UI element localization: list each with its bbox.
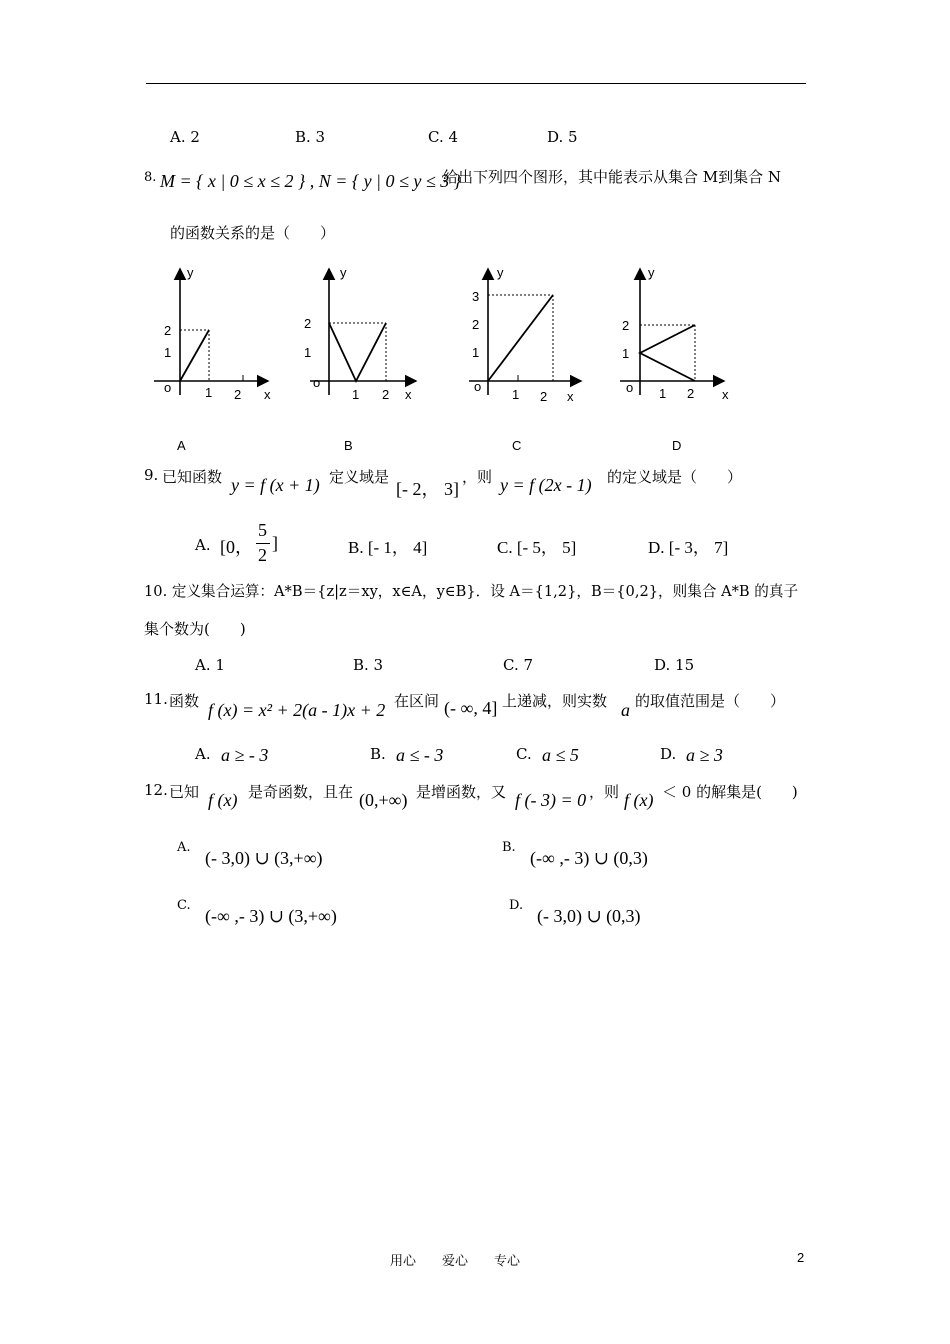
graph-b-caption: B <box>344 438 353 453</box>
q11-option-c-label: C. <box>516 745 532 763</box>
q12-option-c-label: C. <box>177 898 191 913</box>
q12-text-2: 是奇函数，且在 <box>248 783 354 801</box>
graph-b <box>304 265 416 453</box>
q9-option-b: B. [- 1， 4] <box>348 538 428 557</box>
q11-text-2: 在区间 <box>394 692 440 710</box>
graph-d <box>620 265 729 453</box>
q11-math-2: (- ∞, 4] <box>444 698 498 718</box>
q12-text-3: 是增函数，又 <box>416 783 507 801</box>
q10-line1: 10. 定义集合运算：A*B＝{z|z＝xy，x∈A，y∈B}．设 A＝{1,2}，B＝{0,2}，则集合 A*B 的真子 <box>144 583 799 600</box>
q9-fraction-bar <box>256 543 270 544</box>
graph-a <box>154 265 271 453</box>
graph-c-x-label: x <box>567 389 574 404</box>
q12-option-a-math: (- 3,0) ∪ (3,+∞) <box>205 848 323 868</box>
q9-math-3: y = f (2x - 1) <box>500 475 592 495</box>
q7-option-b: B. 3 <box>295 128 326 146</box>
graph-d-tick-x1: 1 <box>659 386 667 401</box>
q11-option-a-math: a ≥ - 3 <box>221 745 269 765</box>
q11-option-d-math: a ≥ 3 <box>686 745 723 765</box>
q11-option-d-label: D. <box>660 745 677 763</box>
q11-number: 11. <box>144 690 168 708</box>
graph-b-tick-y2: 2 <box>304 316 312 331</box>
graph-c-tick-y3: 3 <box>472 289 480 304</box>
q12-number: 12. <box>144 781 168 799</box>
q11-text-1: 函数 <box>169 692 200 710</box>
q8-number: 8. <box>144 170 157 185</box>
graph-a-tick-x2: 2 <box>234 387 242 402</box>
q11-text-3: 上递减，则实数 <box>502 692 608 710</box>
q9-text-3: ，则 <box>462 468 493 486</box>
graph-b-tick-y1: 1 <box>304 345 312 360</box>
graph-a-tick-x1: 1 <box>205 385 213 400</box>
graph-d-y-label: y <box>648 265 655 280</box>
graph-c <box>469 265 581 453</box>
graph-b-origin: o <box>313 375 321 390</box>
q8-sets-math: M = { x | 0 ≤ x ≤ 2 } , N = { y | 0 ≤ y ≤ 3 } <box>160 171 461 191</box>
q10-option-d: D. 15 <box>654 656 695 674</box>
q11-option-a-label: A. <box>195 745 211 763</box>
q10-option-a: A. 1 <box>195 656 225 674</box>
graph-a-origin: o <box>164 380 172 395</box>
q12-option-b-math: (-∞ ,- 3) ∪ (0,3) <box>530 848 648 868</box>
graph-a-tick-y2: 2 <box>164 323 172 338</box>
graph-c-origin: o <box>474 379 482 394</box>
q8-line2: 的函数关系的是（ ） <box>170 224 336 242</box>
graph-d-origin: o <box>626 380 634 395</box>
q12-text-4: ，则 <box>589 783 620 801</box>
graph-d-tick-y1: 1 <box>622 346 630 361</box>
q12-option-d-label: D. <box>509 898 524 913</box>
q10-option-b: B. 3 <box>353 656 384 674</box>
q7-option-c: C. 4 <box>428 128 459 146</box>
q10-line2: 集个数为( ) <box>144 620 246 638</box>
q9-text-4: 的定义域是（ ） <box>607 468 743 486</box>
q9-text-1: 已知函数 <box>162 468 223 486</box>
q11-option-b-math: a ≤ - 3 <box>396 745 444 765</box>
page-number: 2 <box>797 1250 805 1265</box>
q11-option-b-label: B. <box>370 745 386 763</box>
q11-math-3: a <box>621 700 630 720</box>
graph-b-tick-x2: 2 <box>382 387 390 402</box>
q9-option-c: C. [- 5， 5] <box>497 538 577 557</box>
graph-b-tick-x1: 1 <box>352 387 360 402</box>
q7-option-d: D. 5 <box>547 128 578 146</box>
graph-c-tick-x2: 2 <box>540 389 548 404</box>
header-rule <box>146 83 806 84</box>
q9-text-2: 定义域是 <box>329 468 390 486</box>
q12-math-4: f (x) <box>624 790 654 810</box>
graph-b-x-label: x <box>405 387 412 402</box>
graph-a-x-label: x <box>264 387 271 402</box>
q12-math-3: f (- 3) = 0 <box>515 790 587 810</box>
q9-option-a-label: A. <box>195 536 211 554</box>
q12-text-1: 已知 <box>169 783 200 801</box>
q12-option-b-label: B. <box>502 840 516 855</box>
q12-text-5: ＜ 0 的解集是( ) <box>662 783 798 801</box>
q12-math-2: (0,+∞) <box>359 790 408 810</box>
q8-graphs <box>140 255 820 455</box>
q8-text: 给出下列四个图形，其中能表示从集合 M到集合 N <box>443 168 782 186</box>
graph-c-tick-y1: 1 <box>472 345 480 360</box>
graph-d-caption: D <box>672 438 682 453</box>
q11-math-1: f (x) = x² + 2(a - 1)x + 2 <box>208 700 386 720</box>
graph-d-x-label: x <box>722 387 729 402</box>
q9-number: 9. <box>144 466 159 484</box>
q11-option-c-math: a ≤ 5 <box>542 745 579 765</box>
q9-math-2: [- 2， 3] <box>396 479 459 499</box>
graph-c-caption: C <box>512 438 522 453</box>
q9-option-a-denominator: 2 <box>258 545 267 565</box>
q9-math-1: y = f (x + 1) <box>231 475 320 495</box>
q12-option-a-label: A. <box>177 840 191 855</box>
q12-option-c-math: (-∞ ,- 3) ∪ (3,+∞) <box>205 906 337 926</box>
graph-a-caption: A <box>177 438 186 453</box>
q9-option-d: D. [- 3， 7] <box>648 538 729 557</box>
graph-d-tick-x2: 2 <box>687 386 695 401</box>
q10-option-c: C. 7 <box>503 656 534 674</box>
q11-text-4: 的取值范围是（ ） <box>635 692 786 710</box>
graph-c-y-label: y <box>497 265 504 280</box>
q12-math-1: f (x) <box>208 790 238 810</box>
graph-b-y-label: y <box>340 265 347 280</box>
q7-option-a: A. 2 <box>170 128 200 146</box>
graph-a-tick-y1: 1 <box>164 345 172 360</box>
q12-option-d-math: (- 3,0) ∪ (0,3) <box>537 906 641 926</box>
q9-option-a-left: [0， <box>220 537 253 557</box>
graph-d-tick-y2: 2 <box>622 318 630 333</box>
graph-c-tick-x1: 1 <box>512 387 520 402</box>
footer-motto: 用心 爱心 专心 <box>390 1254 521 1269</box>
graph-c-tick-y2: 2 <box>472 317 480 332</box>
q9-option-a-right: ] <box>272 533 278 553</box>
q9-option-a-numerator: 5 <box>258 520 267 540</box>
graph-a-y-label: y <box>187 265 194 280</box>
